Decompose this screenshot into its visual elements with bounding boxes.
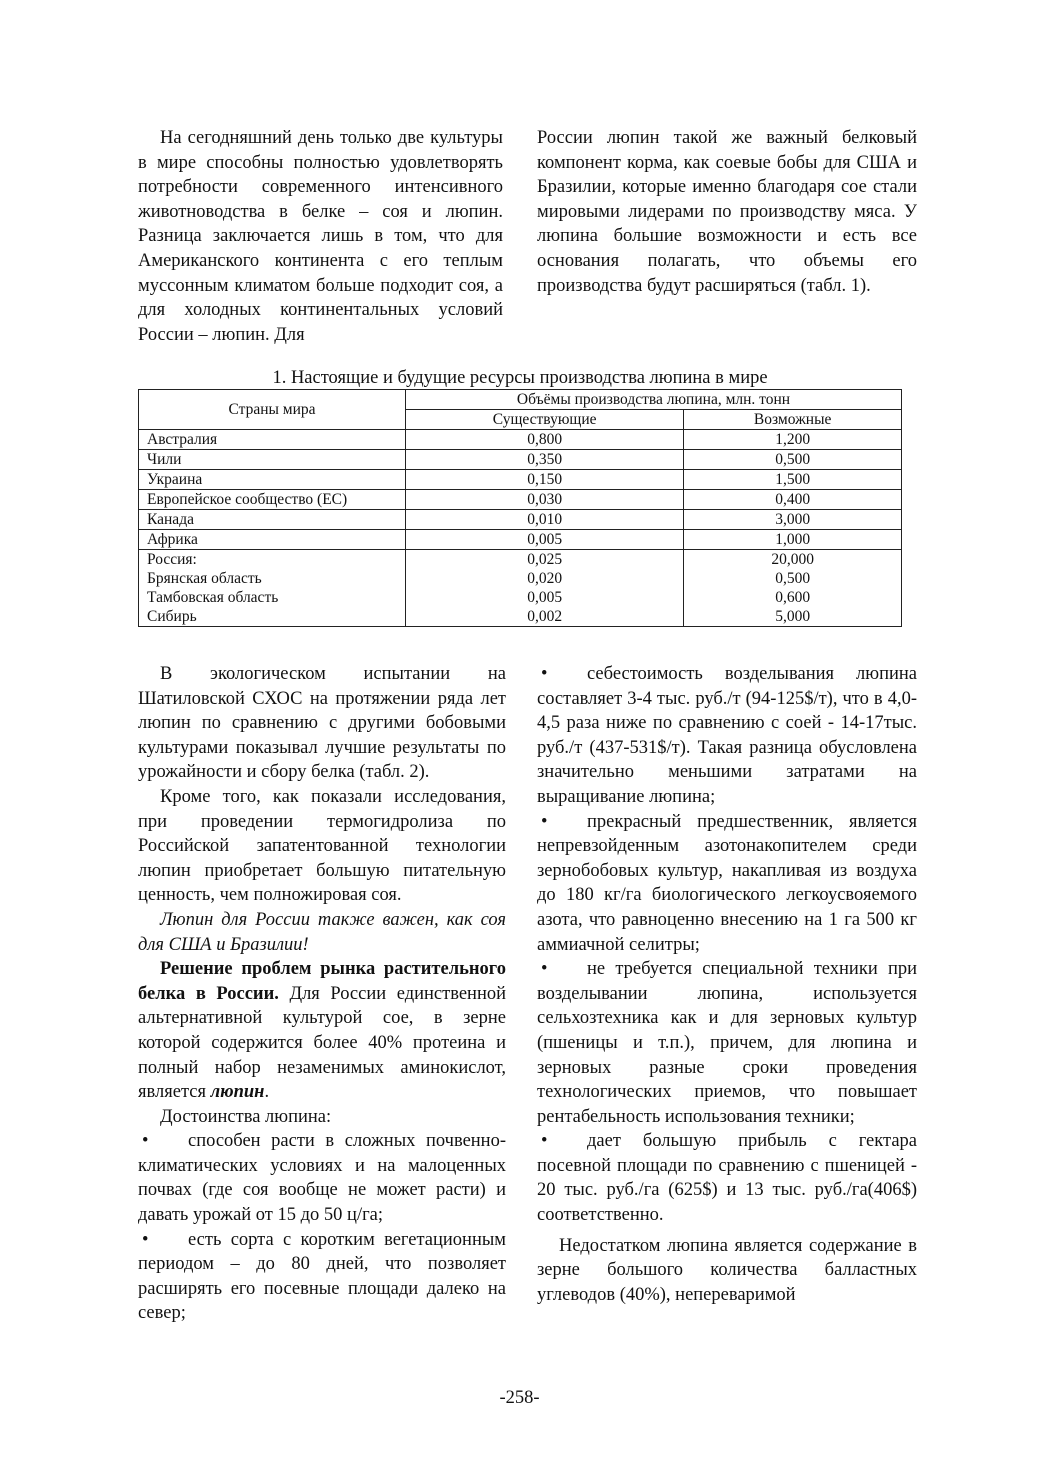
row-existing: 0,005	[406, 588, 684, 607]
paragraph-slogan: Люпин для России также важен, как соя для США и Бразилии!	[138, 909, 506, 955]
bullet-icon: •	[142, 1131, 149, 1152]
list-item	[138, 1228, 506, 1326]
list-item-text: прекрасный предшественник, является непревзойденным азотонакопителем среди зернобобовых культур, накапливая из воздуха до 180 кг/га биологического легкоусвояемого азота, что равноценно внесению на 1 га 500 кг аммиачной селитры;	[537, 811, 917, 955]
list-item	[138, 1129, 506, 1227]
text-column-top-right	[537, 126, 917, 298]
header-volume: Объёмы производства люпина, млн. тонн	[406, 390, 902, 410]
table-row	[139, 450, 902, 470]
table-caption: 1. Настоящие и будущие ресурсы производства люпина в мире	[272, 368, 768, 388]
protein-market-emphasis: люпин	[210, 1082, 265, 1103]
header-possible: Возможные	[684, 410, 902, 430]
table-row	[139, 510, 902, 530]
row-possible: 20,000	[684, 550, 902, 570]
table-row	[139, 470, 902, 490]
text-column-bottom-left	[138, 662, 506, 1326]
table-row	[139, 430, 902, 450]
protein-market-heading: Решение проблем рынка растительного белка в России.	[138, 959, 506, 1004]
table-header-row	[139, 390, 902, 410]
paragraph-thermohydrolysis: Кроме того, как показали исследования, при проведении термогидролиза по Российской запатентованной технологии люпин приобретает большую питательную ценность, чем полножировая соя.	[138, 786, 506, 906]
list-item-text: себестоимость возделывания люпина составляет 3-4 тыс. руб./т (94-125$/т), что в 4,0-4,5 раза ниже по сравнению с соей - 14-17тыс. руб./т (437-531$/т). Такая разница обусловлена значительно меньшими затратами на выращивание люпина;	[537, 664, 917, 807]
row-existing: 0,020	[406, 569, 684, 588]
bullet-icon: •	[142, 1229, 149, 1250]
list-item	[537, 662, 917, 810]
row-name: Чили	[139, 450, 406, 470]
protein-market-end: .	[264, 1082, 270, 1103]
paragraph-ecological-test: В экологическом испытании на Шатиловской СХОС на протяжении ряда лет люпин по сравнению с другими бобовыми культурами показывал лучшие результаты по урожайности и сбору белка (табл. 2).	[138, 664, 506, 783]
row-existing: 0,030	[406, 490, 684, 510]
protein-market-text: Для России единственной альтернативной культурой сое, в зерне которой содержится более 40% протеина и полный набор незаменимых аминокислот, является	[138, 983, 507, 1103]
paragraph-protein-market	[138, 957, 506, 1105]
list-item	[537, 810, 917, 958]
row-possible: 3,000	[684, 510, 902, 530]
list-item-text: не требуется специальной техники при возделывании люпина, используется сельхозтехника как и для зерновых культур (пшеницы и т.п.), причем, для люпина и зерновых разные сроки проведения технологических приемов, что повышает рентабельность использования техники;	[537, 959, 917, 1127]
list-item	[537, 957, 917, 1129]
row-existing: 0,002	[406, 607, 684, 627]
row-possible: 5,000	[684, 607, 902, 627]
bullet-icon: •	[541, 959, 548, 980]
paragraph-intro: На сегодняшний день только две культуры в мире способны полностью удовлетворять потребности современного интенсивного животноводства в белке – соя и люпин. Разница заключается лишь в том, что для Американского континента с его теплым муссонным климатом больше подходит соя, а для холодных континентальных условий России – люпин. Для	[138, 128, 503, 345]
table-row-subregion	[139, 607, 902, 627]
list-item-text: дает большую прибыль с гектара посевной площади по сравнению с пшеницей - 20 тыс. руб./га (625$) и 13 тыс. руб./га(406$) соответственно.	[537, 1131, 917, 1226]
bullet-icon: •	[541, 664, 548, 684]
table-row-subregion	[139, 588, 902, 607]
row-possible: 1,200	[684, 430, 902, 450]
paragraph-intro-continued: России люпин такой же важный белковый компонент корма, как соевые бобы для США и Бразилии, которые именно благодаря сое стали мировыми лидерами по производству мяса. У люпина большие возможности и есть все основания полагать, что объемы его производства будут расширяться (табл. 1).	[537, 128, 917, 296]
row-existing: 0,025	[406, 550, 684, 570]
row-existing: 0,010	[406, 510, 684, 530]
paragraph-advantages-heading: Достоинства люпина:	[160, 1106, 332, 1127]
list-item	[537, 1129, 917, 1227]
table-row	[139, 490, 902, 510]
row-possible: 1,500	[684, 470, 902, 490]
row-existing: 0,350	[406, 450, 684, 470]
list-item-text: есть сорта с коротким вегетационным периодом – до 80 дней, что позволяет расширять его посевные площади далеко на север;	[138, 1229, 506, 1324]
table-row-subregion	[139, 569, 902, 588]
bullet-icon: •	[541, 1131, 548, 1152]
row-name: Сибирь	[139, 607, 406, 627]
table-row-russia	[139, 550, 902, 570]
table-row	[139, 530, 902, 550]
row-name: Россия:	[139, 550, 406, 570]
row-possible: 1,000	[684, 530, 902, 550]
header-existing: Существующие	[406, 410, 684, 430]
row-possible: 0,400	[684, 490, 902, 510]
row-possible: 0,500	[684, 569, 902, 588]
paragraph-drawback: Недостатком люпина является содержание в зерне большого количества балластных углеводов (40%), непереваримой	[537, 1235, 917, 1305]
row-name: Тамбовская область	[139, 588, 406, 607]
row-name: Украина	[139, 470, 406, 490]
header-country: Страны мира	[139, 390, 406, 430]
row-possible: 0,600	[684, 588, 902, 607]
text-column-top-left	[138, 126, 503, 347]
row-name: Австралия	[139, 430, 406, 450]
page-number: -258-	[499, 1388, 540, 1408]
row-name: Африка	[139, 530, 406, 550]
row-name: Брянская область	[139, 569, 406, 588]
row-existing: 0,800	[406, 430, 684, 450]
row-possible: 0,500	[684, 450, 902, 470]
bullet-icon: •	[541, 811, 548, 832]
text-column-bottom-right	[537, 662, 917, 1307]
row-name: Европейское сообщество (ЕС)	[139, 490, 406, 510]
row-name: Канада	[139, 510, 406, 530]
row-existing: 0,005	[406, 530, 684, 550]
row-existing: 0,150	[406, 470, 684, 490]
lupin-resources-table	[138, 389, 902, 627]
list-item-text: способен расти в сложных почвенно-климатических условиях и на малоценных почвах (где соя вообще не может расти) и давать урожай от 15 до 50 ц/га;	[138, 1131, 506, 1226]
